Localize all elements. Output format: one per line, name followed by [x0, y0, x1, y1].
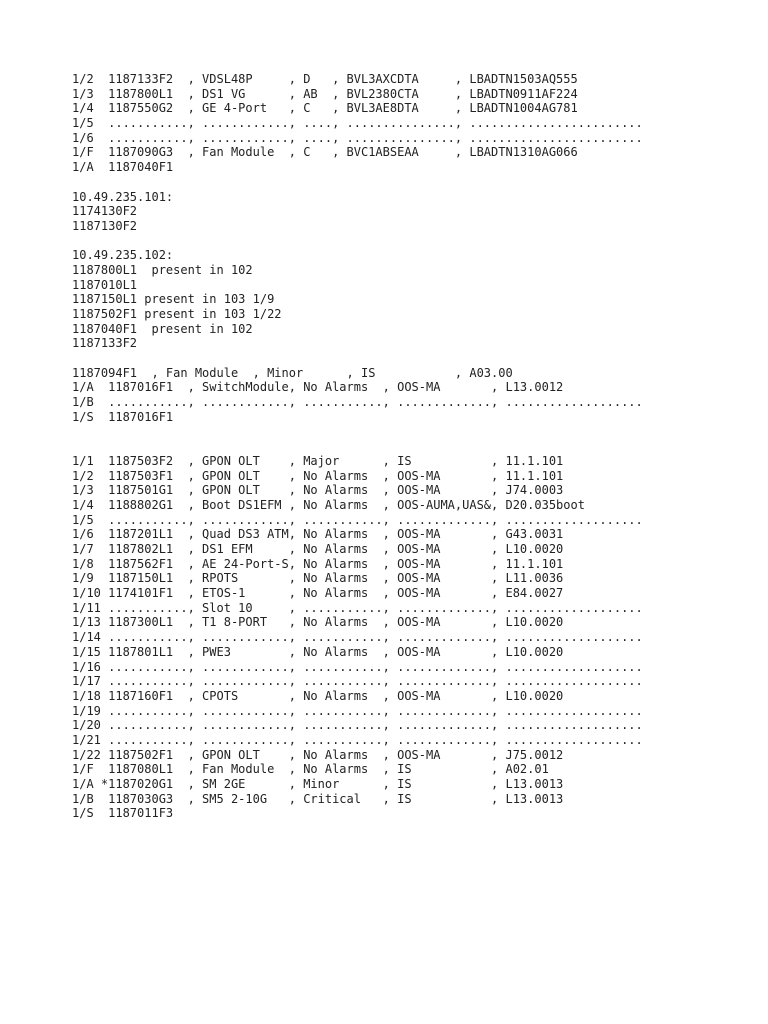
text-line: 1/9 1187150L1 , RPOTS , No Alarms , OOS-MA , L11.0036 [72, 571, 564, 586]
text-line: 1/6 ..........., ............, ...., ..............., ........................ [72, 130, 643, 145]
text-line: 1/16 ..........., ............, ..........., ............., ................... [72, 659, 643, 674]
text-line: 1/S 1187016F1 [72, 409, 174, 424]
text-line: 1/A 1187040F1 [72, 160, 174, 175]
text-line: 1/F 1187080L1 , Fan Module , No Alarms , IS , A02.01 [72, 762, 549, 777]
text-line: 1187133F2 [72, 336, 138, 351]
text-line: 1/18 1187160F1 , CPOTS , No Alarms , OOS-MA , L10.0020 [72, 688, 564, 703]
text-line: 1/6 1187201L1 , Quad DS3 ATM, No Alarms , OOS-MA , G43.0031 [72, 527, 564, 542]
text-line: 1174130F2 [72, 204, 138, 219]
text-line: 1187040F1 present in 102 [72, 321, 253, 336]
text-line: 1/7 1187802L1 , DS1 EFM , No Alarms , OOS-MA , L10.0020 [72, 542, 564, 556]
text-line: 1/14 ..........., ............, ..........., ............., ................... [72, 630, 643, 645]
text-line: 1/15 1187801L1 , PWE3 , No Alarms , OOS-MA , L10.0020 [72, 644, 564, 659]
text-line: 1187010L1 [72, 277, 138, 292]
blank-line [72, 175, 712, 190]
text-line: 1/2 1187503F1 , GPON OLT , No Alarms , OOS-MA , 11.1.101 [72, 468, 564, 483]
text-line: 1/5 ..........., ............, ...., ..............., ........................ [72, 116, 643, 131]
text-line: 1/8 1187562F1 , AE 24-Port-S, No Alarms , OOS-MA , 11.1.101 [72, 556, 564, 571]
text-line: 1/2 1187133F2 , VDSL48P , D , BVL3AXCDTA , LBADTN1503AQ555 [72, 72, 578, 86]
text-line: 1/3 1187501G1 , GPON OLT , No Alarms , OOS-MA , J74.0003 [72, 483, 564, 498]
text-line: 1/5 ..........., ............, ..........., ............., ................... [72, 512, 643, 527]
blank-line [72, 234, 712, 249]
text-line: 1/20 ..........., ............, ..........., ............., ................... [72, 718, 643, 733]
blank-line [72, 351, 712, 366]
text-line: 10.49.235.101: [72, 189, 174, 204]
text-line: 1/1 1187503F2 , GPON OLT , Major , IS , 11.1.101 [72, 453, 564, 468]
text-line: 1/A 1187016F1 , SwitchModule, No Alarms , OOS-MA , L13.0012 [72, 380, 564, 395]
text-line: 1187094F1 , Fan Module , Minor , IS , A03.00 [72, 365, 513, 380]
text-line: 10.49.235.102: [72, 248, 174, 263]
text-line: 1/22 1187502F1 , GPON OLT , No Alarms , OOS-MA , J75.0012 [72, 747, 564, 762]
blank-line [72, 425, 712, 440]
document-page [72, 72, 712, 821]
text-line: 1/B 1187030G3 , SM5 2-10G , Critical , IS , L13.0013 [72, 791, 564, 806]
text-line: 1/4 1188802G1 , Boot DS1EFM , No Alarms , OOS-AUMA,UAS&, D20.035boot [72, 497, 585, 512]
text-line: 1187130F2 [72, 218, 138, 233]
blank-line [72, 439, 712, 454]
text-line: 1/17 ..........., ............, ..........., ............., ................... [72, 674, 643, 689]
text-line: 1/13 1187300L1 , T1 8-PORT , No Alarms , OOS-MA , L10.0020 [72, 615, 564, 630]
text-line: 1/21 ..........., ............, ..........., ............., ................... [72, 732, 643, 747]
text-line: 1187502F1 present in 103 1/22 [72, 307, 282, 321]
text-line: 1187800L1 present in 102 [72, 262, 253, 277]
text-line: 1/3 1187800L1 , DS1 VG , AB , BVL2380CTA , LBADTN0911AF224 [72, 86, 578, 101]
text-line: 1/F 1187090G3 , Fan Module , C , BVC1ABSEAA , LBADTN1310AG066 [72, 145, 578, 160]
text-line: 1/B ..........., ............, ..........., ............., ................... [72, 395, 643, 410]
text-line: 1/10 1174101F1 , ETOS-1 , No Alarms , OOS-MA , E84.0027 [72, 586, 564, 601]
text-line: 1/4 1187550G2 , GE 4-Port , C , BVL3AE8DTA , LBADTN1004AG781 [72, 101, 578, 116]
text-line: 1/19 ..........., ............, ..........., ............., ................... [72, 703, 643, 718]
text-line: 1187150L1 present in 103 1/9 [72, 292, 275, 307]
text-line: 1/A *1187020G1 , SM 2GE , Minor , IS , L13.0013 [72, 777, 564, 791]
text-line: 1/11 ..........., Slot 10 , ..........., ............., ................... [72, 600, 643, 615]
text-line: 1/S 1187011F3 [72, 806, 174, 821]
